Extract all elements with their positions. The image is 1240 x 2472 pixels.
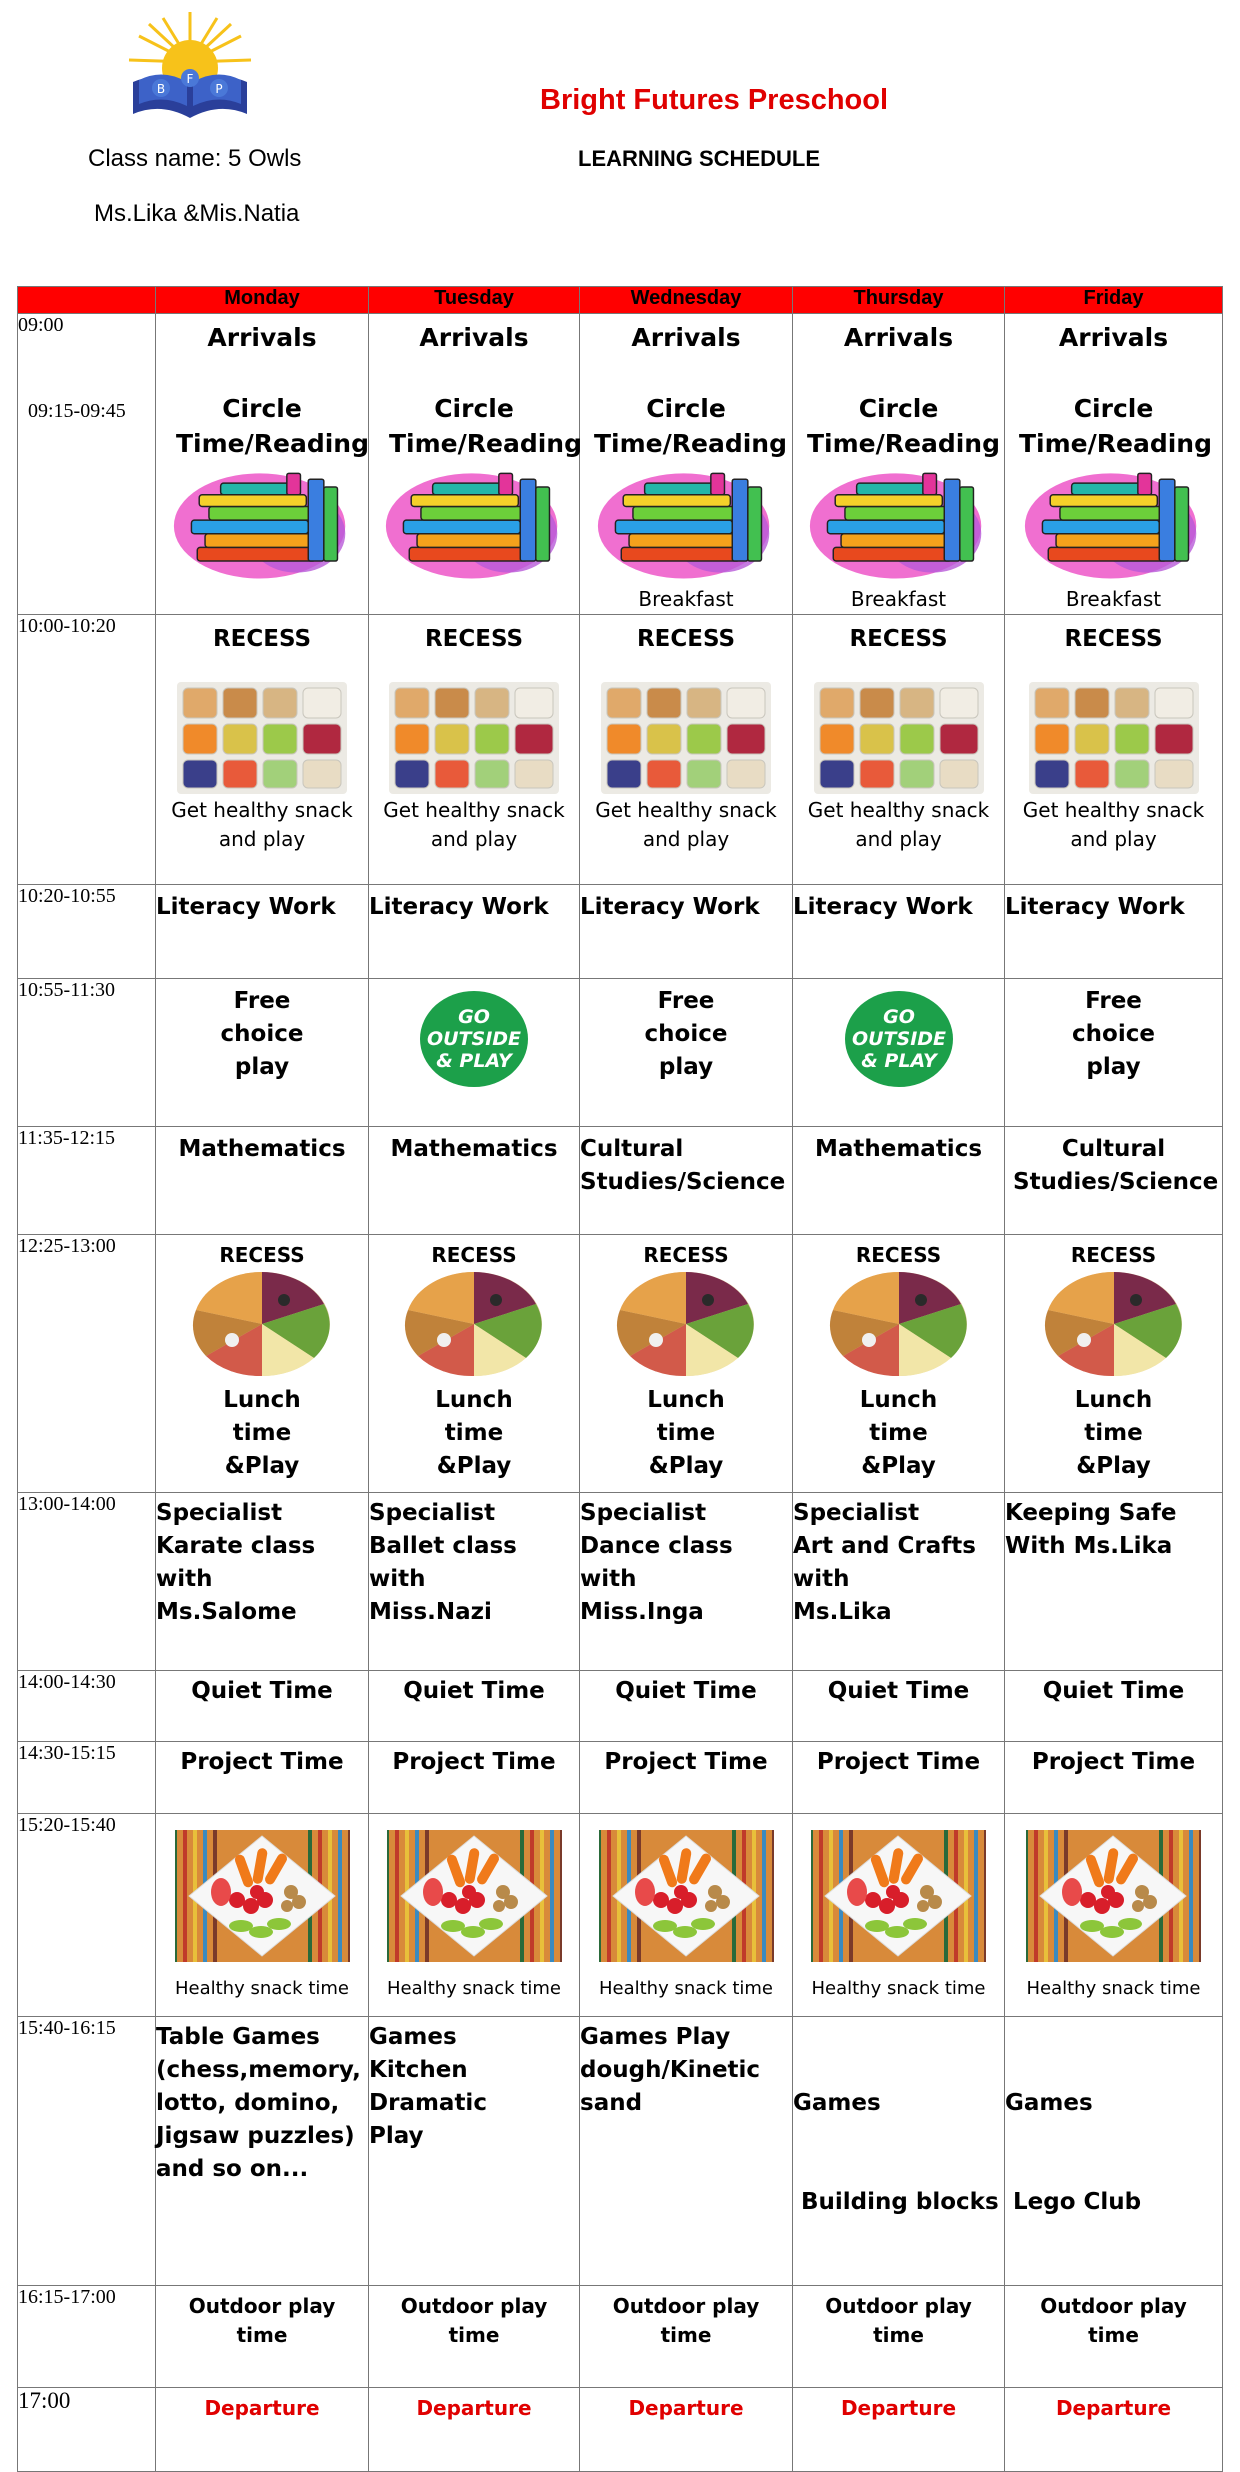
- go-outside-cell-thu: [793, 979, 1005, 1127]
- specialist-line: Miss.Nazi: [369, 1599, 492, 1625]
- arrivals-cell-mon: [156, 314, 369, 615]
- recess-1-cell-mon: [156, 615, 369, 885]
- fruit-plate-icon: [1026, 1830, 1201, 1962]
- row-arrivals: [18, 314, 1223, 615]
- time-project: 14:30-15:15: [18, 1742, 156, 1814]
- specialist-cell-thu: [793, 1493, 1005, 1671]
- food-wheel-icon: [616, 1270, 756, 1378]
- snack-caption: Get healthy snack and play: [383, 798, 565, 851]
- row-literacy: [18, 885, 1223, 979]
- project-cell-mon: Project Time: [156, 1742, 369, 1814]
- and-play-text: & PLAY: [436, 1050, 512, 1072]
- day-header-thursday: Thursday: [793, 287, 1005, 314]
- time-mathematics: 11:35-12:15: [18, 1127, 156, 1235]
- snack-tray-icon: [1029, 682, 1199, 794]
- snack-caption: Healthy snack time: [598, 1978, 773, 1999]
- snack-caption: Get healthy snack and play: [595, 798, 777, 851]
- time-outdoor: 16:15-17:00: [18, 2286, 156, 2388]
- specialist-line: Keeping Safe: [1005, 1500, 1177, 1526]
- arrivals-cell-fri: [1005, 314, 1223, 615]
- specialist-line: With Ms.Lika: [1005, 1533, 1173, 1559]
- recess-label: RECESS: [424, 626, 524, 652]
- literacy-cell-tue: Literacy Work: [369, 885, 580, 979]
- row-free-play: [18, 979, 1223, 1127]
- food-wheel-icon: [1044, 1270, 1184, 1378]
- go-outside-play-icon: [418, 989, 530, 1089]
- row-healthy-snack: [18, 1814, 1223, 2017]
- games-cell-mon: [156, 2017, 369, 2286]
- snack-caption: Healthy snack time: [1026, 1978, 1201, 1999]
- row-departure: [18, 2388, 1223, 2472]
- recess-1-cell-wed: [580, 615, 793, 885]
- specialist-line: Specialist: [793, 1500, 920, 1526]
- go-outside-play-icon: [843, 989, 955, 1089]
- lunch-label: Lunch time &Play: [223, 1387, 301, 1479]
- school-name: Bright Futures Preschool: [540, 84, 889, 116]
- games-cell-wed: [580, 2017, 793, 2286]
- time-departure: 17:00: [18, 2388, 156, 2472]
- games-line: Kitchen: [369, 2057, 468, 2083]
- outdoor-cell-fri: Outdoor play time: [1005, 2286, 1223, 2388]
- project-cell-fri: Project Time: [1005, 1742, 1223, 1814]
- arrivals-label: Arrivals: [419, 323, 529, 352]
- school-logo: [125, 10, 255, 122]
- snack-cell-wed: [580, 1814, 793, 2017]
- day-header-friday: Friday: [1005, 287, 1223, 314]
- specialist-line: with: [369, 1566, 426, 1592]
- snack-tray-icon: [814, 682, 984, 794]
- row-outdoor: [18, 2286, 1223, 2388]
- go-text: GO: [882, 1006, 915, 1028]
- mathematics-cell-thu: Mathematics: [793, 1127, 1005, 1235]
- snack-caption: Get healthy snack and play: [1022, 798, 1205, 851]
- quiet-cell-thu: Quiet Time: [793, 1671, 1005, 1742]
- lunch-cell-fri: [1005, 1235, 1223, 1493]
- logo-letter-p: P: [215, 82, 223, 96]
- circle-time-label: Circle Time/Reading: [389, 394, 582, 458]
- arrivals-label: Arrivals: [1058, 323, 1169, 352]
- quiet-cell-wed: Quiet Time: [580, 1671, 793, 1742]
- games-line: Games: [369, 2024, 457, 2050]
- lunch-cell-thu: [793, 1235, 1005, 1493]
- recess-label: RECESS: [1064, 626, 1163, 652]
- lunch-cell-tue: [369, 1235, 580, 1493]
- food-wheel-icon: [404, 1270, 544, 1378]
- snack-tray-icon: [389, 682, 559, 794]
- mathematics-cell-mon: Mathematics: [156, 1127, 369, 1235]
- time-snack: 15:20-15:40: [18, 1814, 156, 2017]
- specialist-line: Ms.Lika: [793, 1599, 892, 1625]
- free-choice-cell-fri: Free choice play: [1005, 979, 1223, 1127]
- day-header-wednesday: Wednesday: [580, 287, 793, 314]
- literacy-cell-wed: Literacy Work: [580, 885, 793, 979]
- specialist-line: Specialist: [156, 1500, 283, 1526]
- specialist-line: Art and Crafts: [793, 1533, 976, 1559]
- class-name: Class name: 5 Owls: [88, 145, 302, 172]
- recess-label: RECESS: [643, 1243, 729, 1267]
- specialist-line: Ballet class: [369, 1533, 517, 1559]
- games-line: Play: [369, 2123, 424, 2149]
- specialist-line: with: [580, 1566, 637, 1592]
- day-header-monday: Monday: [156, 287, 369, 314]
- row-specialist: [18, 1493, 1223, 1671]
- literacy-cell-thu: Literacy Work: [793, 885, 1005, 979]
- go-text: GO: [458, 1006, 490, 1028]
- games-line: and so on...: [156, 2156, 309, 2182]
- games-line: Games: [793, 2090, 881, 2116]
- snack-cell-thu: [793, 1814, 1005, 2017]
- fruit-plate-icon: [599, 1830, 774, 1962]
- recess-1-cell-tue: [369, 615, 580, 885]
- games-line: (chess,memory,: [156, 2057, 361, 2083]
- specialist-line: with: [156, 1566, 213, 1592]
- logo-letter-f: F: [186, 72, 194, 86]
- row-recess-2: [18, 1235, 1223, 1493]
- games-line: Table Games: [156, 2024, 320, 2050]
- specialist-line: Karate class: [156, 1533, 316, 1559]
- time-quiet: 14:00-14:30: [18, 1671, 156, 1742]
- breakfast-label: Breakfast: [1065, 587, 1162, 611]
- time-header: [18, 287, 156, 314]
- and-play-text: & PLAY: [860, 1050, 937, 1072]
- recess-label: RECESS: [212, 626, 312, 652]
- games-cell-thu: [793, 2017, 1005, 2286]
- snack-caption: Get healthy snack and play: [807, 798, 990, 851]
- lunch-label: Lunch time &Play: [1074, 1387, 1153, 1479]
- games-line: Games: [1005, 2090, 1093, 2116]
- circle-time-label: Circle Time/Reading: [807, 394, 1000, 458]
- departure-cell-fri: Departure: [1005, 2388, 1223, 2472]
- departure-cell-thu: Departure: [793, 2388, 1005, 2472]
- time-circle: 09:15-09:45: [28, 400, 126, 422]
- games-line: Building blocks: [793, 2189, 999, 2215]
- snack-caption: Healthy snack time: [174, 1978, 349, 1999]
- outdoor-cell-wed: Outdoor play time: [580, 2286, 793, 2388]
- arrivals-cell-thu: [793, 314, 1005, 615]
- recess-label: RECESS: [636, 626, 736, 652]
- stacked-books-icon: [382, 465, 567, 583]
- specialist-line: Dance class: [580, 1533, 733, 1559]
- row-quiet-time: [18, 1671, 1223, 1742]
- day-header-row: [18, 287, 1223, 314]
- stacked-books-icon: [806, 465, 991, 583]
- breakfast-label: Breakfast: [850, 587, 947, 611]
- lunch-label: Lunch time &Play: [647, 1387, 725, 1479]
- snack-caption: Healthy snack time: [386, 1978, 561, 1999]
- specialist-line: with: [793, 1566, 850, 1592]
- time-literacy: 10:20-10:55: [18, 885, 156, 979]
- games-line: lotto, domino,: [156, 2090, 340, 2116]
- departure-cell-mon: Departure: [156, 2388, 369, 2472]
- stacked-books-icon: [594, 465, 779, 583]
- recess-label: RECESS: [1070, 1243, 1157, 1267]
- food-wheel-icon: [829, 1270, 969, 1378]
- stacked-books-icon: [1021, 465, 1206, 583]
- literacy-cell-mon: Literacy Work: [156, 885, 369, 979]
- time-free-play: 10:55-11:30: [18, 979, 156, 1127]
- stacked-books-icon: [170, 465, 355, 583]
- outside-text: OUTSIDE: [426, 1028, 522, 1050]
- schedule-table: [17, 286, 1223, 2472]
- recess-1-cell-fri: [1005, 615, 1223, 885]
- recess-label: RECESS: [431, 1243, 517, 1267]
- recess-label: RECESS: [219, 1243, 305, 1267]
- arrivals-cell-wed: [580, 314, 793, 615]
- games-line: dough/Kinetic: [580, 2057, 761, 2083]
- time-recess-1: 10:00-10:20: [18, 615, 156, 885]
- cultural-studies-cell-wed: Cultural Studies/Science: [580, 1127, 793, 1235]
- logo-letter-b: B: [156, 82, 166, 96]
- departure-cell-tue: Departure: [369, 2388, 580, 2472]
- row-mathematics: [18, 1127, 1223, 1235]
- quiet-cell-mon: Quiet Time: [156, 1671, 369, 1742]
- lunch-cell-wed: [580, 1235, 793, 1493]
- snack-cell-tue: [369, 1814, 580, 2017]
- games-cell-fri: [1005, 2017, 1223, 2286]
- outside-text: OUTSIDE: [851, 1028, 946, 1050]
- specialist-cell-tue: [369, 1493, 580, 1671]
- quiet-cell-tue: Quiet Time: [369, 1671, 580, 1742]
- circle-time-label: Circle Time/Reading: [1019, 394, 1212, 458]
- lunch-label: Lunch time &Play: [859, 1387, 938, 1479]
- time-cell: [18, 314, 156, 615]
- snack-caption: Get healthy snack and play: [171, 798, 353, 851]
- time-games: 15:40-16:15: [18, 2017, 156, 2286]
- snack-tray-icon: [601, 682, 771, 794]
- time-arrivals: 09:00: [18, 314, 64, 336]
- recess-1-cell-thu: [793, 615, 1005, 885]
- fruit-plate-icon: [811, 1830, 986, 1962]
- games-line: sand: [580, 2090, 643, 2116]
- games-line: Lego Club: [1005, 2189, 1142, 2215]
- row-recess-1: [18, 615, 1223, 885]
- games-line: Dramatic: [369, 2090, 487, 2116]
- teacher-names: Ms.Lika &Mis.Natia: [94, 200, 300, 227]
- specialist-cell-wed: [580, 1493, 793, 1671]
- snack-cell-fri: [1005, 1814, 1223, 2017]
- specialist-cell-fri: [1005, 1493, 1223, 1671]
- recess-label: RECESS: [855, 1243, 942, 1267]
- breakfast-label: Breakfast: [638, 587, 734, 611]
- time-recess-2: 12:25-13:00: [18, 1235, 156, 1493]
- snack-tray-icon: [177, 682, 347, 794]
- mathematics-cell-tue: Mathematics: [369, 1127, 580, 1235]
- cultural-studies-cell-fri: Cultural Studies/Science: [1005, 1127, 1223, 1235]
- go-outside-cell-tue: [369, 979, 580, 1127]
- games-cell-tue: [369, 2017, 580, 2286]
- project-cell-wed: Project Time: [580, 1742, 793, 1814]
- outdoor-cell-mon: Outdoor play time: [156, 2286, 369, 2388]
- games-line: Games Play: [580, 2024, 731, 2050]
- arrivals-cell-tue: [369, 314, 580, 615]
- day-header-tuesday: Tuesday: [369, 287, 580, 314]
- arrivals-label: Arrivals: [207, 323, 317, 352]
- lunch-cell-mon: [156, 1235, 369, 1493]
- lunch-label: Lunch time &Play: [435, 1387, 513, 1479]
- literacy-cell-fri: Literacy Work: [1005, 885, 1223, 979]
- specialist-line: Specialist: [580, 1500, 707, 1526]
- specialist-line: Ms.Salome: [156, 1599, 297, 1625]
- outdoor-cell-tue: Outdoor play time: [369, 2286, 580, 2388]
- outdoor-cell-thu: Outdoor play time: [793, 2286, 1005, 2388]
- departure-cell-wed: Departure: [580, 2388, 793, 2472]
- circle-time-label: Circle Time/Reading: [594, 394, 787, 458]
- specialist-line: Specialist: [369, 1500, 496, 1526]
- row-project-time: [18, 1742, 1223, 1814]
- snack-caption: Healthy snack time: [811, 1978, 986, 1999]
- time-specialist: 13:00-14:00: [18, 1493, 156, 1671]
- arrivals-label: Arrivals: [631, 323, 741, 352]
- schedule-title: LEARNING SCHEDULE: [578, 146, 821, 171]
- fruit-plate-icon: [387, 1830, 562, 1962]
- project-cell-tue: Project Time: [369, 1742, 580, 1814]
- fruit-plate-icon: [175, 1830, 350, 1962]
- food-wheel-icon: [192, 1270, 332, 1378]
- games-line: Jigsaw puzzles): [156, 2123, 355, 2149]
- snack-cell-mon: [156, 1814, 369, 2017]
- specialist-line: Miss.Inga: [580, 1599, 704, 1625]
- specialist-cell-mon: [156, 1493, 369, 1671]
- arrivals-label: Arrivals: [843, 323, 954, 352]
- recess-label: RECESS: [849, 626, 948, 652]
- free-choice-cell-wed: Free choice play: [580, 979, 793, 1127]
- project-cell-thu: Project Time: [793, 1742, 1005, 1814]
- quiet-cell-fri: Quiet Time: [1005, 1671, 1223, 1742]
- free-choice-cell-mon: Free choice play: [156, 979, 369, 1127]
- row-games: [18, 2017, 1223, 2286]
- circle-time-label: Circle Time/Reading: [176, 394, 369, 458]
